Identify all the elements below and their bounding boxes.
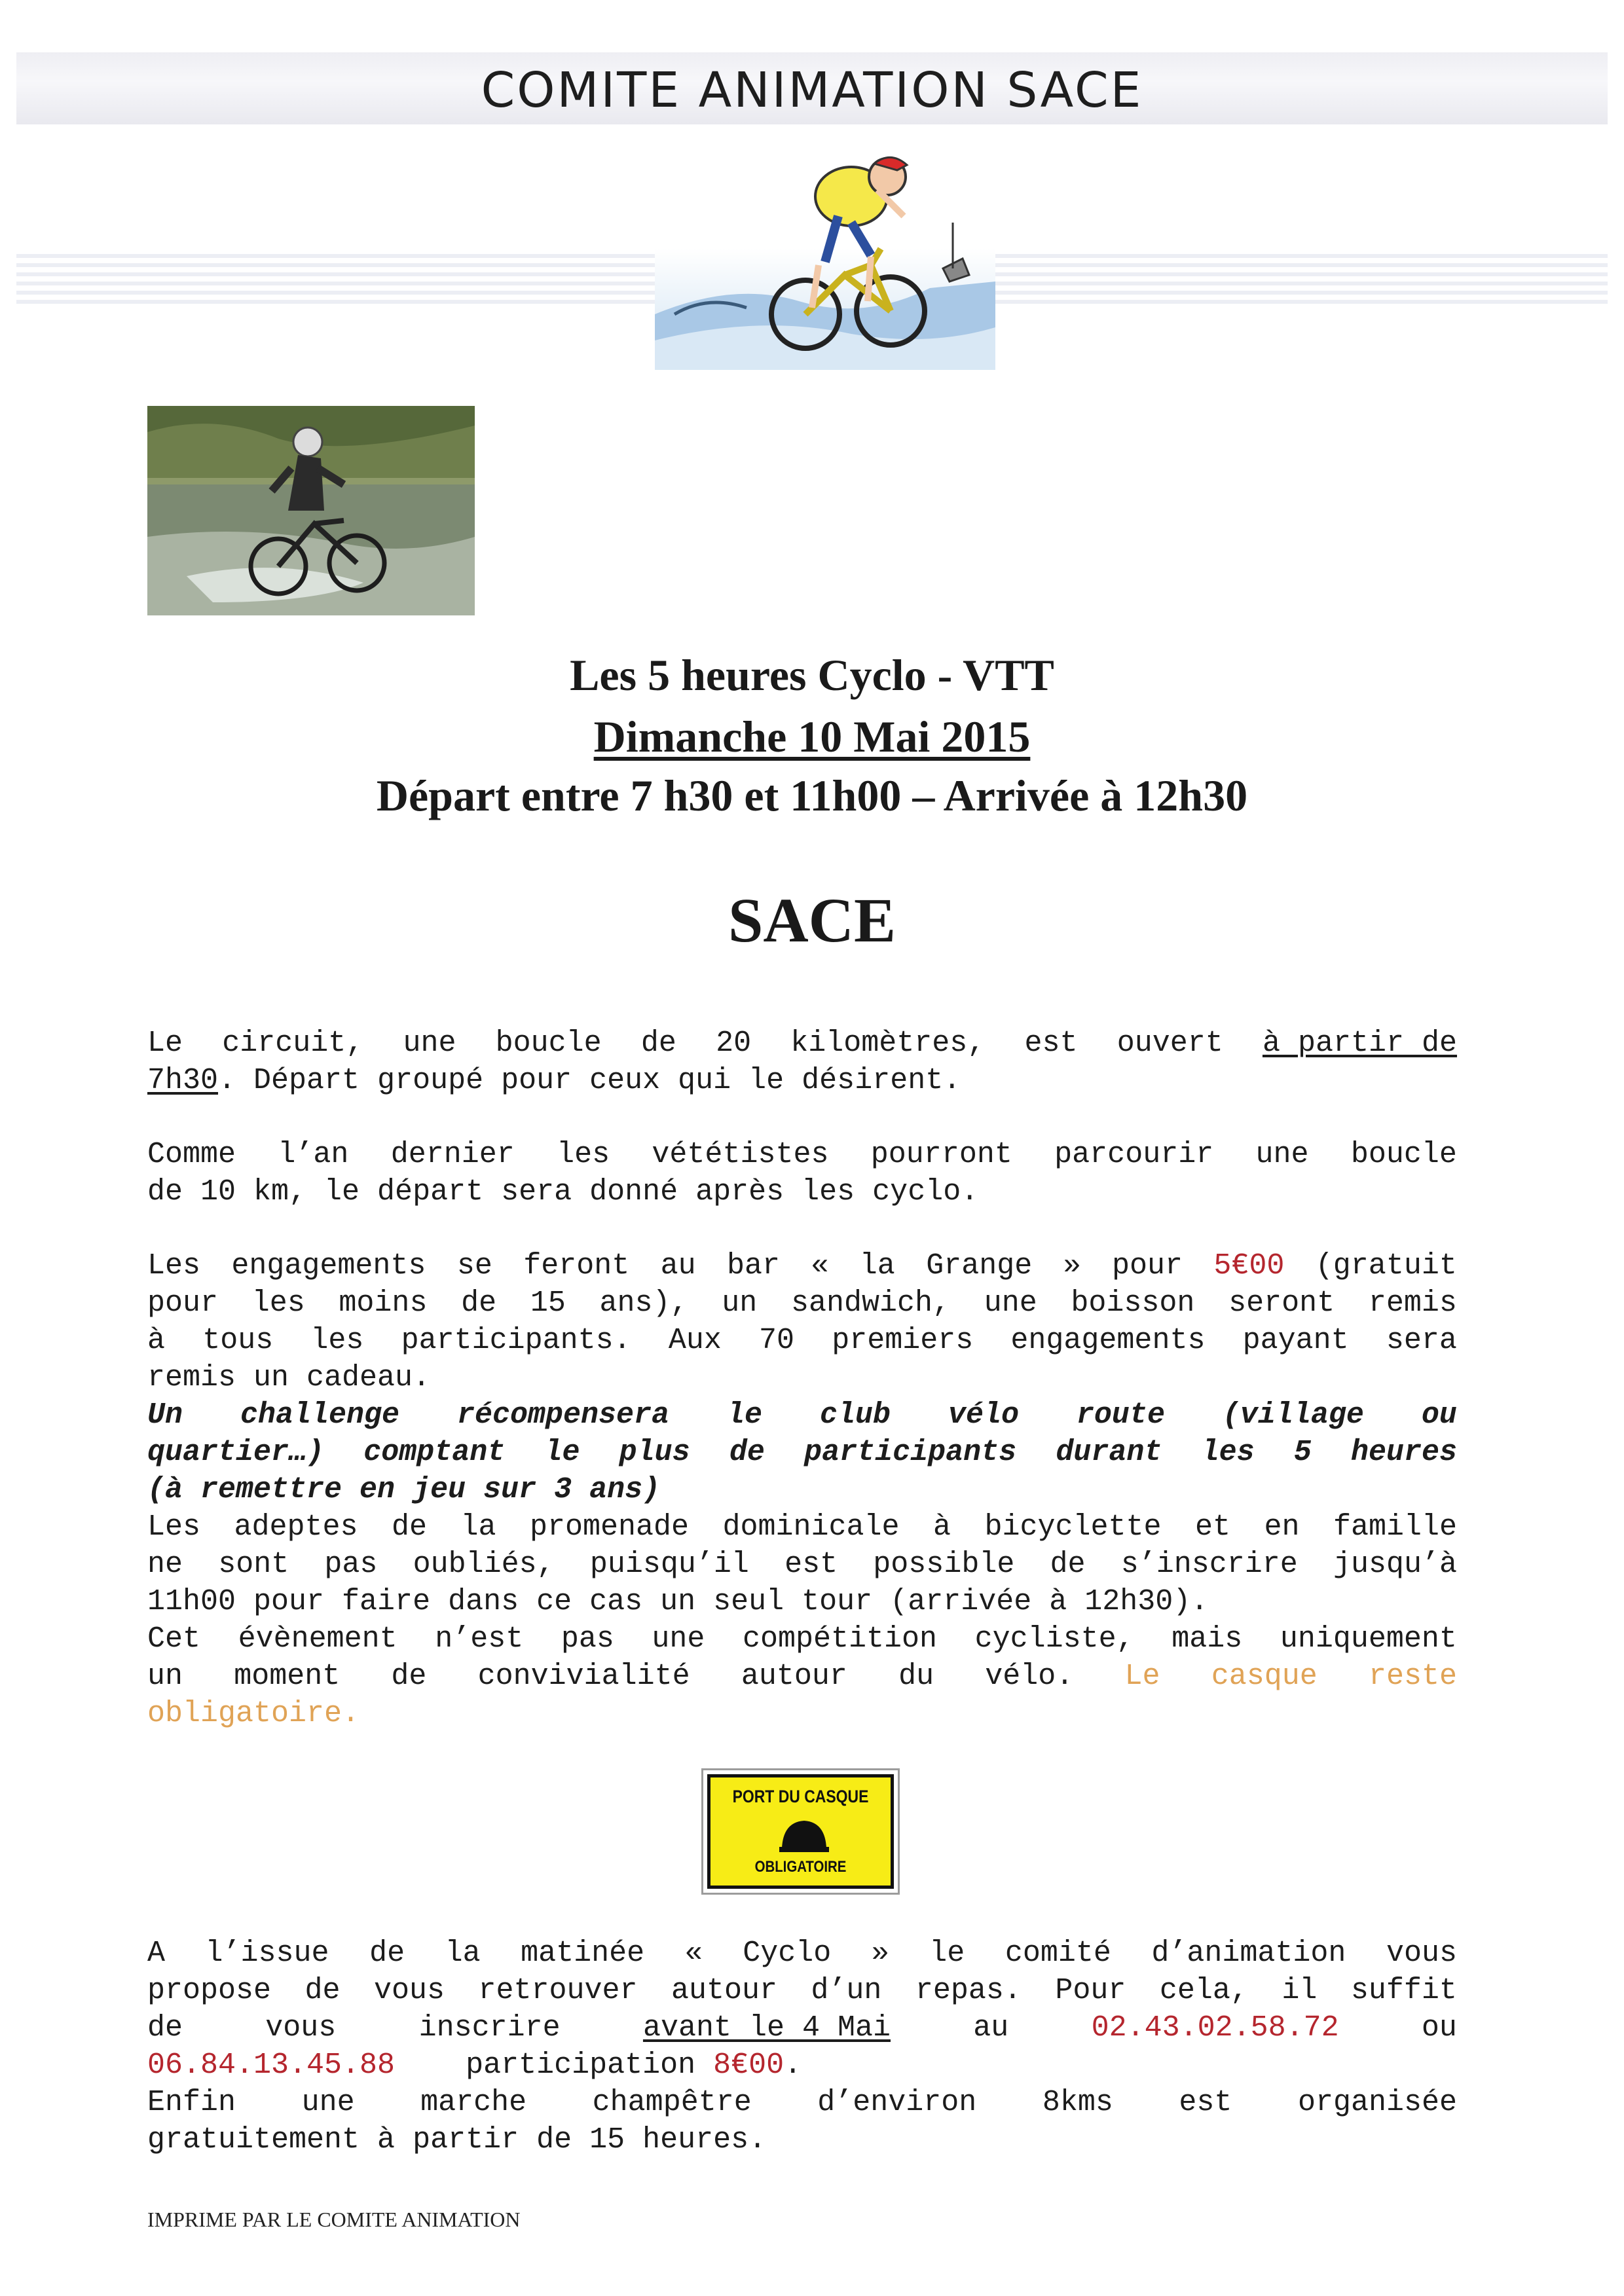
price-repas: 8€00 bbox=[713, 2049, 784, 2082]
paragraph-circuit: Le circuit, une boucle de 20 kilomètres, est ouvert à partir de 7h30 . Départ groupé pour ceux qui le désirent. bbox=[147, 1025, 1457, 1099]
footer-printed-by: IMPRIME PAR LE COMITE ANIMATION bbox=[147, 2208, 521, 2231]
event-times: Départ entre 7 h30 et 11h00 – Arrivée à 12h30 bbox=[376, 771, 1248, 820]
event-place: SACE bbox=[728, 885, 896, 955]
registration-deadline: avant le 4 Mai bbox=[642, 2011, 891, 2045]
phone-number-2: 06.84.13.45.88 bbox=[147, 2049, 396, 2082]
helmet-mandatory-sign bbox=[707, 1774, 894, 1889]
sign-top-text: PORT DU CASQUE bbox=[732, 1787, 869, 1806]
mountain-biker-photo bbox=[147, 406, 475, 615]
event-date: Dimanche 10 Mai 2015 bbox=[593, 712, 1031, 761]
paragraph-repas: A l’issue de la matinée « Cyclo » le comité d’animation vous propose de vous retrouver autour d’un repas. Pour cela, il suffit de vous inscrire avant le 4 Mai au 02.43.02.58.72 ou 06.84.13.45.88 participation 8€00 . Enfin une marche champêtre d’environ 8kms est organisée gratuitement à partir de 15 heures. bbox=[147, 1937, 1457, 2157]
challenge-text: Un challenge récompensera le club vélo route (village ou bbox=[147, 1398, 1457, 1432]
helmet-icon bbox=[779, 1818, 829, 1855]
sign-bottom-text: OBLIGATOIRE bbox=[754, 1858, 847, 1876]
event-title: Les 5 heures Cyclo - VTT bbox=[570, 650, 1054, 700]
paragraph-vtt: Comme l’an dernier les vététistes pourront parcourir une boucle de 10 km, le départ sera donné après les cyclo. bbox=[147, 1138, 1457, 1209]
start-time-underlined: à partir de bbox=[1262, 1027, 1457, 1060]
helmet-warning: Le bbox=[1124, 1660, 1160, 1693]
cartoon-cyclist-image bbox=[655, 118, 995, 370]
phone-number-1: 02.43.02.58.72 bbox=[1091, 2011, 1339, 2045]
header-title: COMITE ANIMATION SACE bbox=[481, 62, 1143, 118]
price-engagement: 5€00 bbox=[1213, 1249, 1285, 1283]
paragraph-engagements: Les engagements se feront au bar « la Grange » pour 5€00 (gratuit pour les moins de 15 ans), un sandwich, une boisson seront remis à tous les participants. Aux 70 premiers engagements payant sera remis un cadeau. Un challenge récompensera le club vélo route (village ou quartier…) comptant le plus de participants durant les 5 heures (à remettre en jeu sur 3 ans) Les adeptes de la promenade dominicale à bicyclette et en famille ne sont pas oubliés, puisqu’il est possible de s’inscrire jusqu’à 11h00 pour faire dans ce cas un seul tour (arrivée à 12h30). Cet évènement n’est pas une compétition cycliste, mais uniquement un moment de convivialité autour du vélo. Le casque reste obligatoire. bbox=[147, 1247, 1457, 1732]
